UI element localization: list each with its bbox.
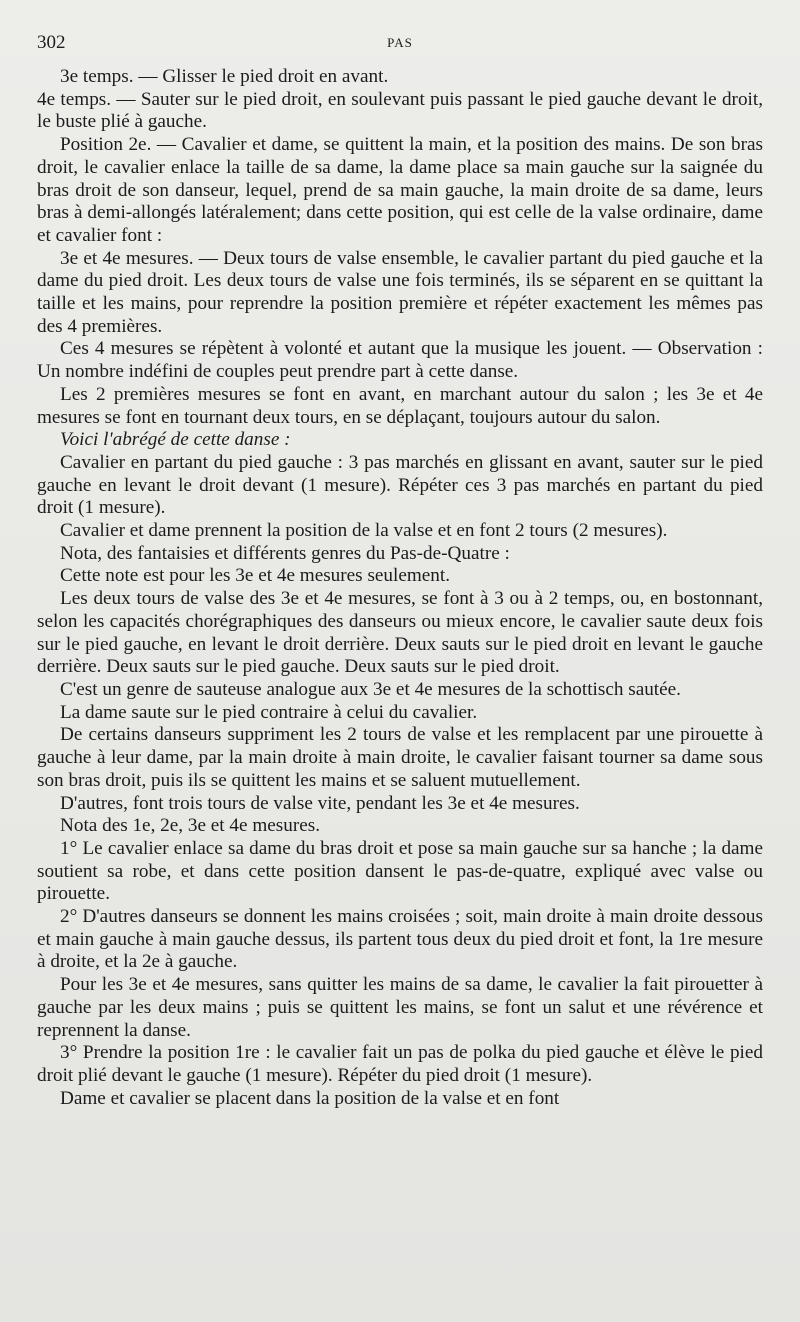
paragraph: Cavalier et dame prennent la position de la valse et en font 2 tours (2 mesures). (60, 520, 668, 542)
paragraph: 1° Le cavalier enlace sa dame du bras droit et pose sa main gauche sur sa hanche ; la dame soutient sa robe, et dans cette position dansent le pas-de-quatre, expliqué avec valse ou pirouette. (37, 837, 763, 905)
paragraph: D'autres, font trois tours de valse vite, pendant les 3e et 4e mesures. (60, 792, 580, 814)
paragraph-abrege-intro: Voici l'abrégé de cette danse : (60, 429, 291, 451)
paragraph: La dame saute sur le pied contraire à celui du cavalier. (60, 701, 478, 723)
running-title: PAS (387, 35, 413, 50)
paragraph: Pour les 3e et 4e mesures, sans quitter les mains de sa dame, le cavalier la fait pirouetter à gauche par les deux mains ; puis se quittent les mains, se font un salut et une révérence et reprennent la danse. (37, 974, 763, 1041)
paragraph: Dame et cavalier se placent dans la position de la valse et en font (60, 1087, 560, 1109)
paragraph: 3e et 4e mesures. — Deux tours de valse ensemble, le cavalier partant du pied gauche et la dame du pied droit. Les deux tours de valse une fois terminés, ils se séparent en se quittant la taille et les mains, pour reprendre la position première et répéter exactement les mêmes pas des 4 premières. (37, 247, 763, 337)
paragraph: Cette note est pour les 3e et 4e mesures seulement. (60, 565, 451, 587)
paragraph: De certains danseurs suppriment les 2 tours de valse et les remplacent par une pirouette à gauche à leur dame, par la main droite à main droite, le cavalier faisant tourner sa dame sous son bras droit, puis ils se quittent les mains et se saluent mutuellement. (37, 724, 763, 791)
paragraph: 3e temps. — Glisser le pied droit en avant. (60, 66, 389, 87)
paragraph: C'est un genre de sauteuse analogue aux 3e et 4e mesures de la schottisch sautée. (60, 678, 681, 700)
page-number: 302 (37, 32, 66, 53)
page-header (37, 32, 763, 56)
paragraph: 3° Prendre la position 1re : le cavalier fait un pas de polka du pied gauche et élève le pied droit plié devant le gauche (1 mesure). Répéter du pied droit (1 mesure). (37, 1042, 763, 1086)
paragraph: 4e temps. — Sauter sur le pied droit, en soulevant puis passant le pied gauche devant le droit, le buste plié à gauche. (37, 88, 763, 133)
paragraph-nota: Nota des 1e, 2e, 3e et 4e mesures. (60, 815, 321, 837)
paragraph: Les 2 premières mesures se font en avant, en marchant autour du salon ; les 3e et 4e mesures se font en tournant deux tours, en se déplaçant, toujours autour du salon. (37, 383, 763, 428)
paragraph: 2° D'autres danseurs se donnent les mains croisées ; soit, main droite à main droite dessous et main gauche à main gauche dessus, ils partent tous deux du pied droit et font, la 1re mesure à droite, et la 2e à gauche. (37, 906, 763, 973)
paragraph: Ces 4 mesures se répètent à volonté et autant que la musique les jouent. — Observation : Un nombre indéfini de couples peut prendre part à cette danse. (37, 338, 763, 383)
paragraph: Cavalier en partant du pied gauche : 3 pas marchés en glissant en avant, sauter sur le pied gauche en levant le droit devant (1 mesure). Répéter ces 3 pas marchés en partant du pied droit (1 mesure). (37, 451, 763, 519)
paragraph-nota: Nota, des fantaisies et différents genres du Pas-de-Quatre : (60, 542, 510, 564)
page-body (37, 66, 763, 1110)
paragraph: Position 2e. — Cavalier et dame, se quittent la main, et la position des mains. De son bras droit, le cavalier enlace la taille de sa dame, la dame place sa main gauche sur la saignée du bras droit de son danseur, lequel, prend de sa main gauche, la main droite de sa dame, leurs bras à demi-allongés latéralement; dans cette position, qui est celle de la valse ordinaire, dame et cavalier font : (37, 134, 763, 246)
paragraph: Les deux tours de valse des 3e et 4e mesures, se font à 3 ou à 2 temps, ou, en bostonnant, selon les capacités chorégraphiques des danseurs ou mieux encore, le cavalier saute deux fois sur le pied gauche, en levant le droit derrière. Deux sauts sur le pied droit en levant le gauche derrière. Deux sauts sur le pied gauche. Deux sauts sur le pied droit. (37, 588, 763, 678)
